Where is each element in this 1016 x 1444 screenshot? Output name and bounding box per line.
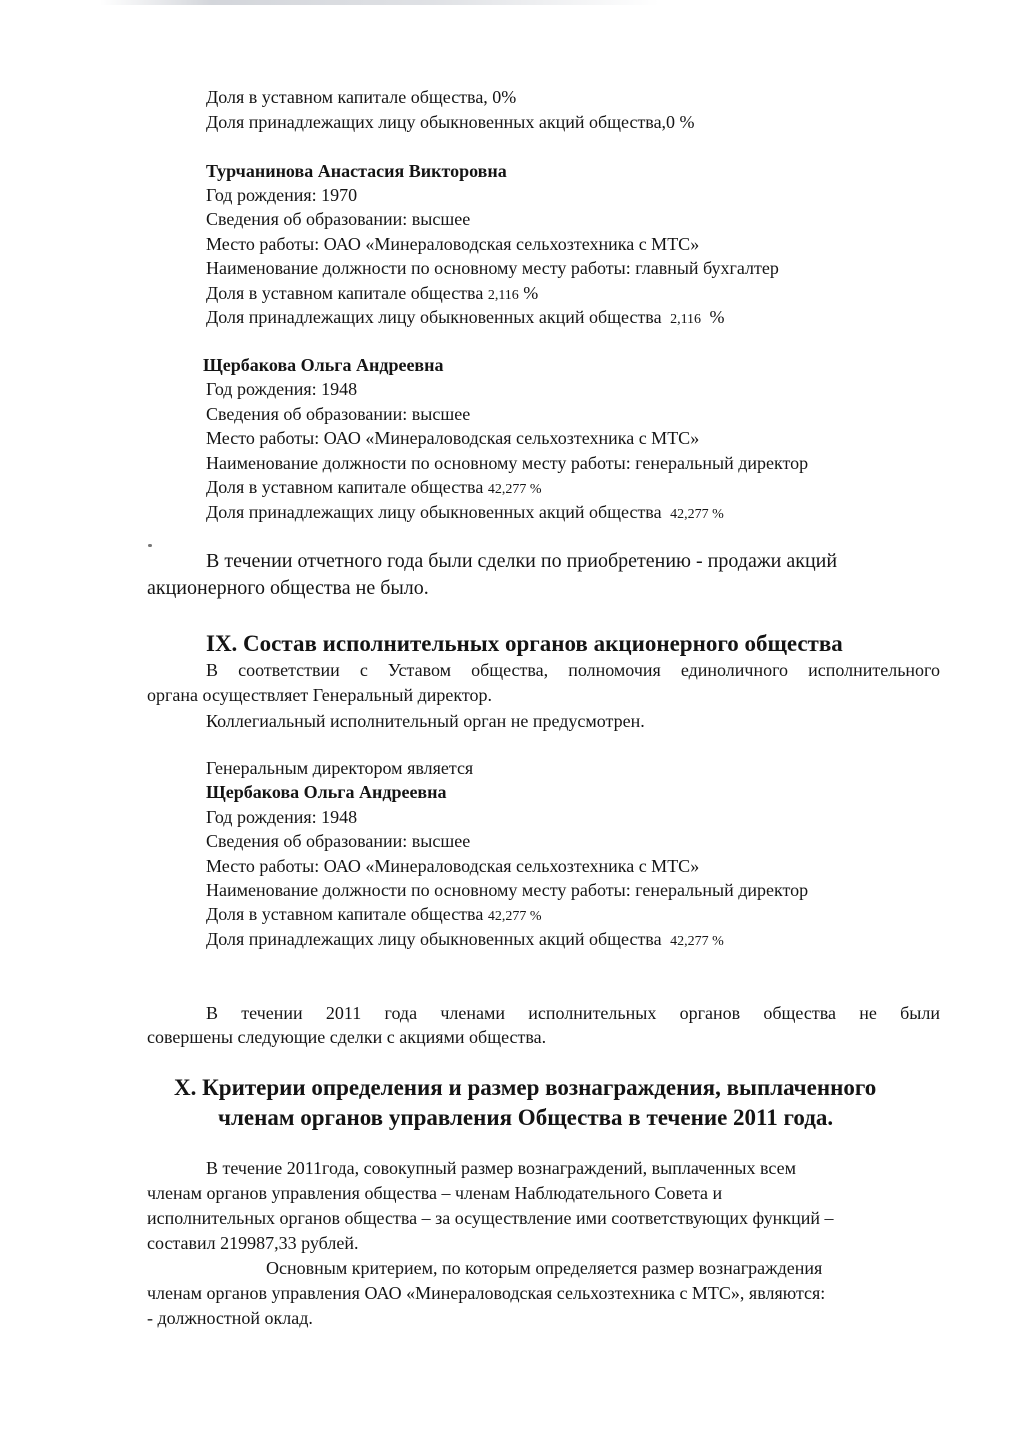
director-shares-owned-label: Доля принадлежащих лицу обыкновенных акций общества xyxy=(206,929,662,949)
section10-title-line2: членам органов управления Общества в течение 2011 года. xyxy=(218,1105,834,1130)
person2-birth-year: Год рождения: 1948 xyxy=(206,379,358,399)
section9-p1-line1: В соответствии с Уставом общества, полномочия единоличного исполнительного xyxy=(206,660,940,680)
person1-charter-share-label: Доля в уставном капитале общества xyxy=(206,283,484,303)
person2-position: Наименование должности по основному месту работы: генеральный директор xyxy=(206,453,809,473)
person1-birth-year: Год рождения: 1970 xyxy=(206,185,358,205)
director-charter-share-value: 42,277 % xyxy=(487,909,542,924)
section10-p2-line3: - должностной оклад. xyxy=(147,1308,313,1328)
section10-p2-line2: членам органов управления ОАО «Минераловодская сельхозтехника с МТС», являются: xyxy=(147,1283,826,1303)
director-intro: Генеральным директором является xyxy=(206,758,474,778)
person2-workplace: Место работы: ОАО «Минераловодская сельхозтехника с МТС» xyxy=(206,428,700,448)
section9-p1-line2: органа осуществляет Генеральный директор. xyxy=(147,685,492,705)
section10-p1-line3: исполнительных органов общества – за осуществление ими соответствующих функций – xyxy=(147,1208,834,1228)
person1-name: Турчанинова Анастасия Викторовна xyxy=(206,161,507,181)
intro-shares-owned: Доля принадлежащих лицу обыкновенных акций общества,0 % xyxy=(206,112,695,132)
person1-shares-owned-value: 2,116 xyxy=(670,312,702,327)
section9-note-line1: В течении 2011 года членами исполнительных органов общества не были xyxy=(206,1003,940,1023)
section10-title-line1: X. Критерии определения и размер вознаграждения, выплаченного xyxy=(174,1075,877,1100)
section10-p1-line1: В течение 2011года, совокупный размер вознаграждений, выплаченных всем xyxy=(206,1158,797,1178)
director-shares-owned xyxy=(206,928,724,953)
director-name: Щербакова Ольга Андреевна xyxy=(206,782,447,802)
person1-position: Наименование должности по основному месту работы: главный бухгалтер xyxy=(206,258,779,278)
section9-title: IX. Состав исполнительных органов акционерного общества xyxy=(206,631,843,656)
director-shares-owned-value: 42,277 % xyxy=(670,934,724,949)
section10-p2-line1: Основным критерием, по которым определяется размер вознаграждения xyxy=(266,1258,823,1278)
director-birth-year: Год рождения: 1948 xyxy=(206,807,358,827)
intro-charter-share: Доля в уставном капитале общества, 0% xyxy=(206,87,517,107)
director-workplace: Место работы: ОАО «Минераловодская сельхозтехника с МТС» xyxy=(206,856,700,876)
transactions-note-line2: акционерного общества не было. xyxy=(147,577,429,599)
person2-shares-owned-value: 42,277 % xyxy=(670,507,724,522)
person1-charter-share xyxy=(206,282,538,307)
director-charter-share-label: Доля в уставном капитале общества xyxy=(206,904,484,924)
person1-charter-share-unit: % xyxy=(523,283,539,303)
person1-education: Сведения об образовании: высшее xyxy=(206,209,471,229)
scan-speck xyxy=(148,544,152,547)
person1-shares-owned xyxy=(206,306,725,331)
person1-workplace: Место работы: ОАО «Минераловодская сельхозтехника с МТС» xyxy=(206,234,700,254)
person2-charter-share-value: 42,277 % xyxy=(487,482,542,497)
person2-shares-owned-label: Доля принадлежащих лицу обыкновенных акций общества xyxy=(206,502,662,522)
section10-p1-line2: членам органов управления общества – членам Наблюдательного Совета и xyxy=(147,1183,723,1203)
person2-name: Щербакова Ольга Андреевна xyxy=(203,355,444,375)
person1-charter-share-value: 2,116 xyxy=(487,288,519,303)
section10-p1-line4: составил 219987,33 рублей. xyxy=(147,1233,359,1253)
person1-shares-owned-unit: % xyxy=(709,307,725,327)
person2-charter-share xyxy=(206,476,541,501)
section9-p2: Коллегиальный исполнительный орган не предусмотрен. xyxy=(206,711,645,731)
person2-charter-share-label: Доля в уставном капитале общества xyxy=(206,477,484,497)
person2-shares-owned xyxy=(206,501,724,526)
person2-education: Сведения об образовании: высшее xyxy=(206,404,471,424)
person1-shares-owned-label: Доля принадлежащих лицу обыкновенных акций общества xyxy=(206,307,662,327)
transactions-note-line1: В течении отчетного года были сделки по приобретению - продажи акций xyxy=(206,550,838,572)
director-position: Наименование должности по основному месту работы: генеральный директор xyxy=(206,880,809,900)
section9-note-line2: совершены следующие сделки с акциями общества. xyxy=(147,1027,547,1047)
director-education: Сведения об образовании: высшее xyxy=(206,831,471,851)
scan-edge-mark xyxy=(100,0,660,5)
director-charter-share xyxy=(206,903,541,928)
